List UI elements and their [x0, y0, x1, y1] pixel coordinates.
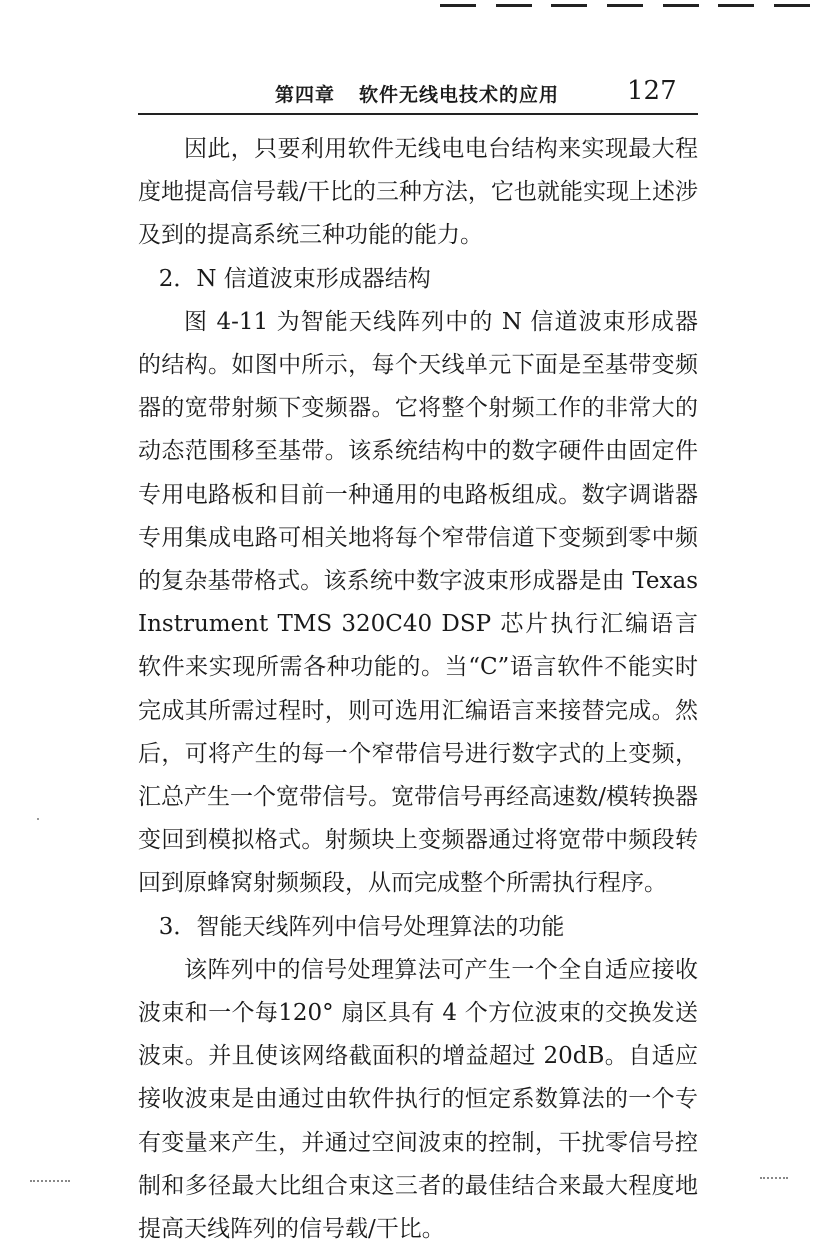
top-edge-dashes	[440, 4, 810, 10]
paragraph-algorithm: 该阵列中的信号处理算法可产生一个全自适应接收波束和一个每120° 扇区具有 4 个方位波束的交换发送波束。并且使该网络截面积的增益超过 20dB。自适应接收波束是由通过由软件执行的恒定系数算法的一个专有变量来产生，并通过空间波束的控制，干扰零信号控制和多径最大比组合束这三者的最佳结合来最大程度地提高天线阵列的信号载/干比。	[138, 956, 698, 1243]
scan-dots-right	[760, 1177, 788, 1179]
scan-dots-left	[30, 1180, 70, 1182]
paragraph-beamformer: 图 4-11 为智能天线阵列中的 N 信道波束形成器的结构。如图中所示，每个天线单元下面是至基带变频器的宽带射频下变频器。它将整个射频工作的非常大的动态范围移至基带。该系统结构中的数字硬件由固定件专用电路板和目前一种通用的电路板组成。数字调谐器专用集成电路可相关地将每个窄带信道下变频到零中频的复杂基带格式。该系统中数字波束形成器是由 Texas Instrument TMS 320C40 DSP 芯片执行汇编语言软件来实现所需各种功能的。当“C”语言软件不能实时完成其所需过程时，则可选用汇编语言来接替完成。然后，可将产生的每一个窄带信号进行数字式的上变频，汇总产生一个宽带信号。宽带信号再经高速数/模转换器变回到模拟格式。射频块上变频器通过将宽带中频段转回到原蜂窝射频频段，从而完成整个所需执行程序。	[138, 308, 698, 897]
scan-speck	[37, 818, 39, 820]
chapter-label: 第四章	[275, 84, 336, 106]
page-number: 127	[627, 76, 677, 106]
header-rule	[138, 113, 698, 115]
section-heading-2: 2．N 信道波束形成器结构	[158, 265, 431, 292]
body-text	[138, 128, 698, 1251]
running-head	[275, 80, 559, 107]
paragraph-intro: 因此，只要利用软件无线电电台结构来实现最大程度地提高信号载/干比的三种方法，它也就能实现上述涉及到的提高系统三种功能的能力。	[138, 136, 698, 249]
chapter-title: 软件无线电技术的应用	[359, 84, 560, 106]
section-heading-3: 3．智能天线阵列中信号处理算法的功能	[158, 913, 565, 940]
